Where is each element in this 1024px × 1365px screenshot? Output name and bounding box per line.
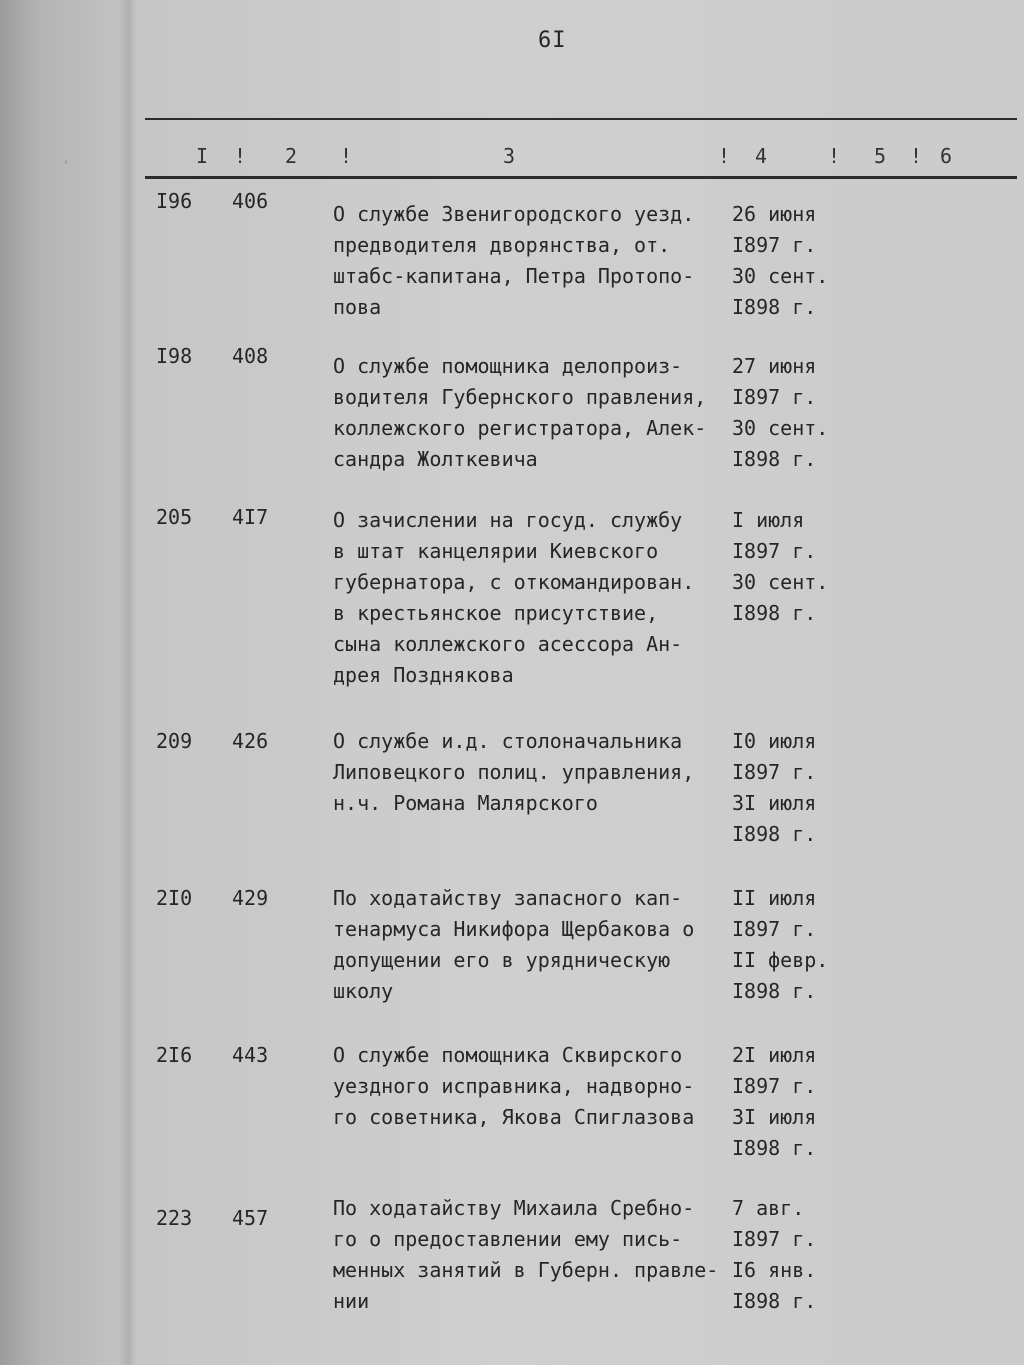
description-line: дрея Позднякова [333, 663, 514, 687]
file-number: 4I7 [232, 505, 269, 529]
description-line: водителя Губернского правления, [333, 385, 707, 409]
record-number: 205 [156, 505, 193, 529]
description-line: тенармуса Никифора Щербакова о [333, 917, 695, 941]
start-date: I июля [732, 508, 805, 532]
record-number: I96 [156, 189, 193, 213]
record-dates [732, 883, 852, 1007]
header-separator: ! [340, 144, 353, 168]
record-number: 209 [156, 729, 193, 753]
file-number: 429 [232, 886, 269, 910]
header-col-2: 2 [285, 144, 298, 168]
description-line: губернатора, с откомандирован. [333, 570, 695, 594]
start-year: I897 г. [732, 917, 817, 941]
start-date: 7 авг. [732, 1196, 805, 1220]
record-dates [732, 726, 852, 850]
record-description [333, 351, 733, 475]
description-line: Липовецкого полиц. управления, [333, 760, 695, 784]
record-description [333, 726, 733, 819]
description-line: сандра Жолткевича [333, 447, 538, 471]
header-col-5: 5 [874, 144, 887, 168]
start-date: 27 июня [732, 354, 817, 378]
description-line: По ходатайству Михаила Сребно- [333, 1196, 695, 1220]
end-year: I898 г. [732, 822, 817, 846]
description-line: допущении его в урядническую [333, 948, 671, 972]
start-date: 2I июля [732, 1043, 817, 1067]
header-col-6: 6 [940, 144, 953, 168]
description-line: пова [333, 295, 382, 319]
end-year: I898 г. [732, 295, 817, 319]
description-line: го советника, Якова Спиглазова [333, 1105, 695, 1129]
end-year: I898 г. [732, 601, 817, 625]
file-number: 426 [232, 729, 269, 753]
description-line: По ходатайству запасного кап- [333, 886, 683, 910]
description-line: в штат канцелярии Киевского [333, 539, 659, 563]
description-line: нии [333, 1289, 370, 1313]
record-description [333, 1193, 733, 1317]
record-dates [732, 1193, 852, 1317]
record-number: I98 [156, 344, 193, 368]
file-number: 457 [232, 1206, 269, 1230]
header-separator: ! [910, 144, 923, 168]
header-separator: ! [234, 144, 247, 168]
description-line: сына коллежского асессора Ан- [333, 632, 683, 656]
page-number: 6I [538, 28, 567, 53]
header-separator: ! [828, 144, 841, 168]
description-line: го о предоставлении ему пись- [333, 1227, 683, 1251]
record-dates [732, 351, 852, 475]
description-line: О зачислении на госуд. службу [333, 508, 683, 532]
record-number: 223 [156, 1206, 193, 1230]
table-header-bottom-rule [145, 176, 1017, 179]
record-description [333, 883, 733, 1007]
start-date: I0 июля [732, 729, 817, 753]
description-line: О службе Звенигородского уезд. [333, 202, 695, 226]
end-date: I6 янв. [732, 1258, 817, 1282]
file-number: 406 [232, 189, 269, 213]
end-date: 30 сент. [732, 416, 829, 440]
description-line: О службе и.д. столоначальника [333, 729, 683, 753]
end-year: I898 г. [732, 1136, 817, 1160]
end-date: 30 сент. [732, 570, 829, 594]
record-number: 2I0 [156, 886, 193, 910]
end-year: I898 г. [732, 447, 817, 471]
start-year: I897 г. [732, 539, 817, 563]
start-year: I897 г. [732, 385, 817, 409]
record-description [333, 505, 733, 691]
description-line: н.ч. Романа Малярского [333, 791, 598, 815]
table-header-top-rule [145, 118, 1017, 120]
record-number: 2I6 [156, 1043, 193, 1067]
end-date: 30 сент. [732, 264, 829, 288]
page-fold-shadow [118, 0, 136, 1365]
end-date: 3I июля [732, 1105, 817, 1129]
record-dates [732, 199, 852, 323]
file-number: 408 [232, 344, 269, 368]
header-col-4: 4 [755, 144, 768, 168]
start-date: II июля [732, 886, 817, 910]
end-date: 3I июля [732, 791, 817, 815]
start-year: I897 г. [732, 1074, 817, 1098]
description-line: школу [333, 979, 394, 1003]
end-date: II февр. [732, 948, 829, 972]
description-line: О службе помощника делопроиз- [333, 354, 683, 378]
record-dates [732, 1040, 852, 1164]
description-line: в крестьянское присутствие, [333, 601, 659, 625]
description-line: менных занятий в Губерн. правле- [333, 1258, 719, 1282]
header-separator: ! [718, 144, 731, 168]
record-dates [732, 505, 852, 629]
record-description [333, 1040, 733, 1133]
start-year: I897 г. [732, 760, 817, 784]
description-line: предводителя дворянства, от. [333, 233, 671, 257]
header-col-1: I [196, 144, 209, 168]
description-line: штабс-капитана, Петра Протопо- [333, 264, 695, 288]
bleed-through-mark: · [60, 150, 73, 174]
start-date: 26 июня [732, 202, 817, 226]
end-year: I898 г. [732, 1289, 817, 1313]
end-year: I898 г. [732, 979, 817, 1003]
description-line: коллежского регистратора, Алек- [333, 416, 707, 440]
start-year: I897 г. [732, 1227, 817, 1251]
header-col-3: 3 [503, 144, 516, 168]
file-number: 443 [232, 1043, 269, 1067]
start-year: I897 г. [732, 233, 817, 257]
record-description [333, 199, 733, 323]
description-line: О службе помощника Сквирского [333, 1043, 683, 1067]
description-line: уездного исправника, надворно- [333, 1074, 695, 1098]
